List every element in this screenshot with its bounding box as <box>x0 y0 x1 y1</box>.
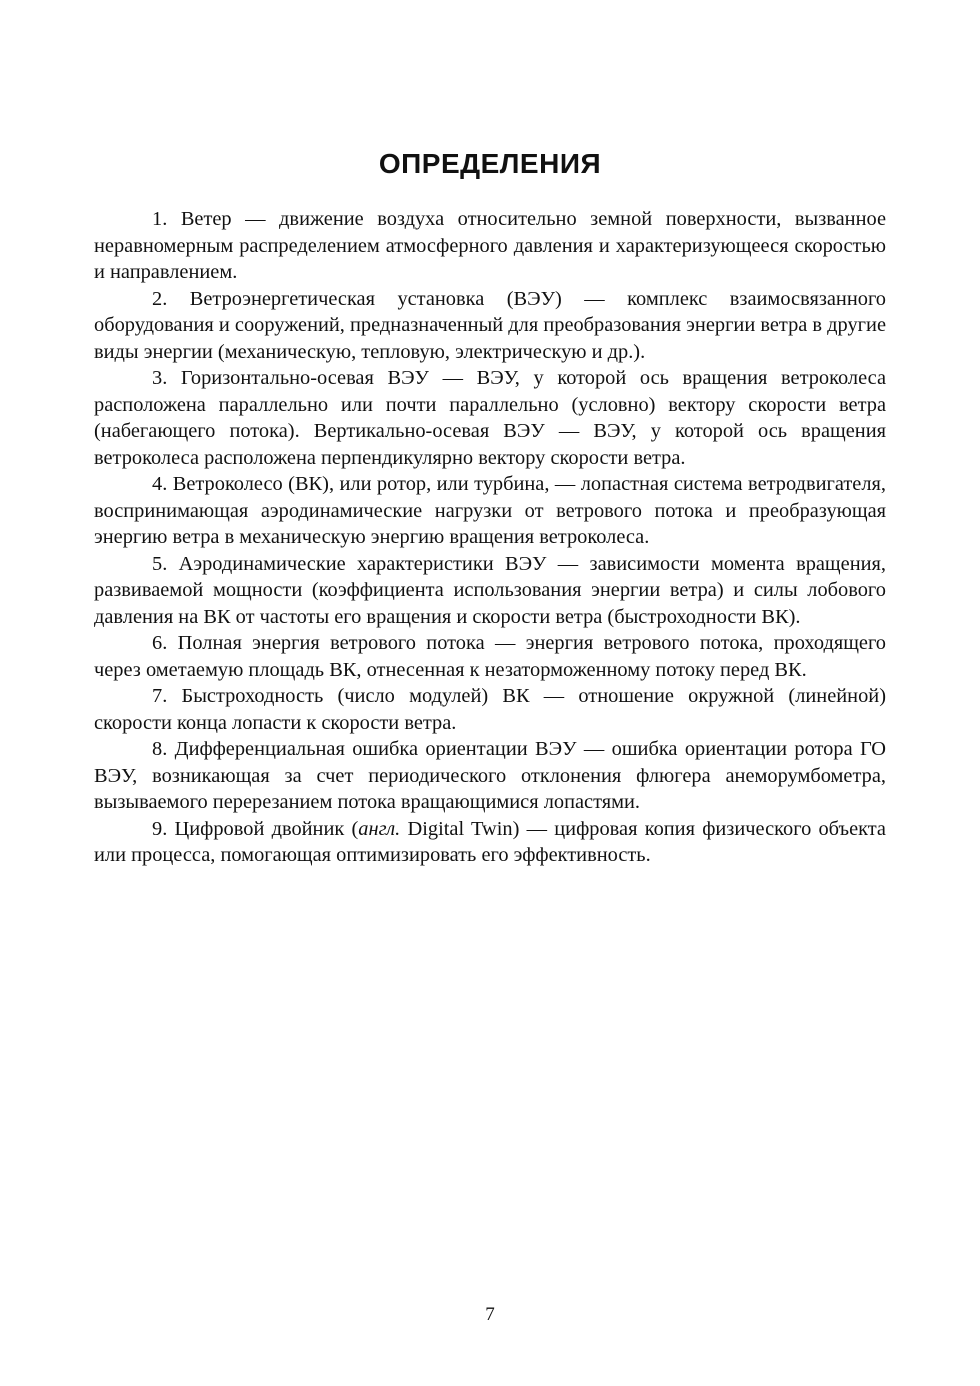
definition-8: 8. Дифференциальная ошибка ориентации ВЭУ — ошибка ориентации ротора ГО ВЭУ, возникающая за счет периодического отклонения флюгера анеморумбометра, вызываемого перерезанием потока вращающимися лопастями. <box>94 738 886 813</box>
definition-6: 6. Полная энергия ветрового потока — энергия ветрового потока, проходящего через ометаемую площадь ВК, отнесенная к незаторможенному потоку перед ВК. <box>94 632 886 681</box>
definition-5: 5. Аэродинамические характеристики ВЭУ — зависимости момента вращения, развиваемой мощности (коэффициента использования энергии ветра) и силы лобового давления на ВК от частоты его вращения и скорости ветра (быстроходности ВК). <box>94 552 886 628</box>
definition-9-start: 9. Цифровой двойник ( <box>152 817 359 840</box>
definition-7: 7. Быстроходность (число модулей) ВК — отношение окружной (линейной) скорости конца лопасти к скорости ветра. <box>94 685 886 734</box>
definition-2: 2. Ветроэнергетическая установка (ВЭУ) — комплекс взаимосвязанного оборудования и сооружений, предназначенный для преобразования энергии ветра в другие виды энергии (механическую, тепловую, электрическую и др.). <box>94 287 886 363</box>
definition-1: 1. Ветер — движение воздуха относительно земной поверхности, вызванное неравномерным распределением атмосферного давления и характеризующееся скоростью и направлением. <box>94 208 886 283</box>
page-title: ОПРЕДЕЛЕНИЯ <box>378 148 602 179</box>
definition-9-italic: англ. <box>358 817 401 840</box>
definitions-list <box>94 206 886 869</box>
definition-3: 3. Горизонтально-осевая ВЭУ — ВЭУ, у которой ось вращения ветроколеса расположена параллельно или почти параллельно (условно) вектору скорости ветра (набегающего потока). Вертикально-осевая ВЭУ — ВЭУ, у которой ось вращения ветроколеса расположена перпендикулярно вектору скорости ветра. <box>94 367 886 469</box>
page-number: 7 <box>485 1304 495 1325</box>
definition-9 <box>94 816 886 869</box>
definition-4: 4. Ветроколесо (ВК), или ротор, или турбина, — лопастная система ветродвигателя, воспринимающая аэродинамические нагрузки от ветрового потока и преобразующая энергию ветра в механическую энергию вращения ветроколеса. <box>94 473 886 548</box>
definition-9-end: Digital Twin) — цифровая копия физического объекта или процесса, помогающая оптимизировать его эффективность. <box>94 817 886 866</box>
